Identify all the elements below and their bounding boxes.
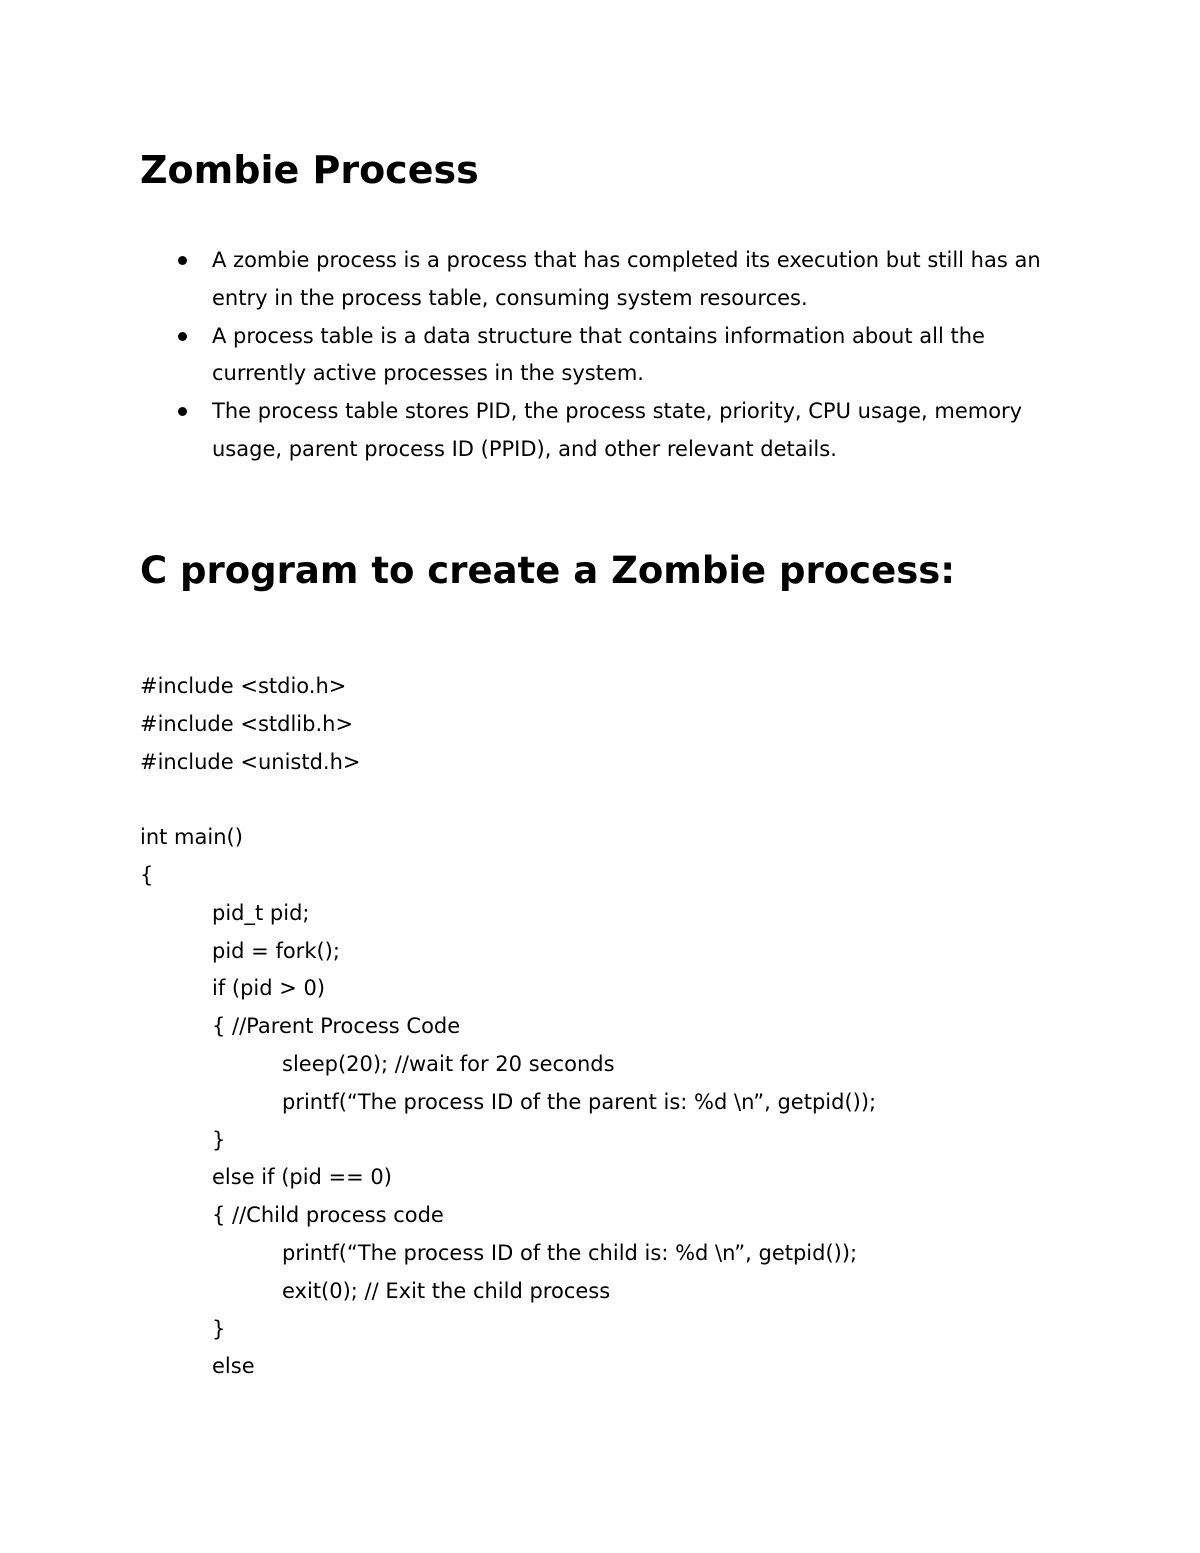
code-line: exit(0); // Exit the child process: [282, 1278, 611, 1303]
code-line: else if (pid == 0): [212, 1165, 392, 1190]
code-line: { //Child process code: [212, 1203, 444, 1228]
code-line: sleep(20); //wait for 20 seconds: [282, 1051, 615, 1076]
code-line: #include <stdlib.h>: [140, 711, 354, 736]
code-line: pid_t pid;: [212, 900, 310, 925]
bullet-icon: [178, 332, 187, 341]
code-line: printf(“The process ID of the child is: %d \n”, getpid());: [282, 1240, 858, 1265]
code-line: if (pid > 0): [212, 976, 326, 1001]
bullet-text: The process table stores PID, the process state, priority, CPU usage, memory usage, parent process ID (PPID), and other relevant details.: [212, 399, 1023, 461]
code-line: {: [140, 862, 154, 887]
code-line: pid = fork();: [212, 938, 340, 963]
code-line: }: [212, 1316, 226, 1341]
code-line: #include <stdio.h>: [140, 674, 347, 698]
code-line: }: [212, 1127, 226, 1152]
code-line: { //Parent Process Code: [212, 1014, 461, 1039]
bullet-text: A zombie process is a process that has completed its execution but still has an entry in the process table, consuming system resources.: [212, 248, 1041, 310]
section-heading: C program to create a Zombie process:: [140, 549, 956, 592]
code-line: int main(): [140, 825, 243, 850]
bullet-icon: [178, 407, 187, 416]
code-line: else: [212, 1354, 255, 1379]
list-item: [140, 393, 1072, 469]
code-blank-line: [140, 781, 876, 819]
definition-list: [140, 242, 1100, 469]
list-item: [140, 242, 1072, 318]
bullet-text: A process table is a data structure that contains information about all the currently active processes in the system.: [212, 323, 985, 386]
code-block: [140, 668, 876, 1386]
code-line: printf(“The process ID of the parent is: %d \n”, getpid());: [282, 1089, 877, 1114]
list-item: [140, 318, 1072, 394]
page-title: Zombie Process: [140, 148, 479, 192]
code-line: #include <unistd.h>: [140, 749, 361, 774]
bullet-icon: [178, 256, 187, 265]
